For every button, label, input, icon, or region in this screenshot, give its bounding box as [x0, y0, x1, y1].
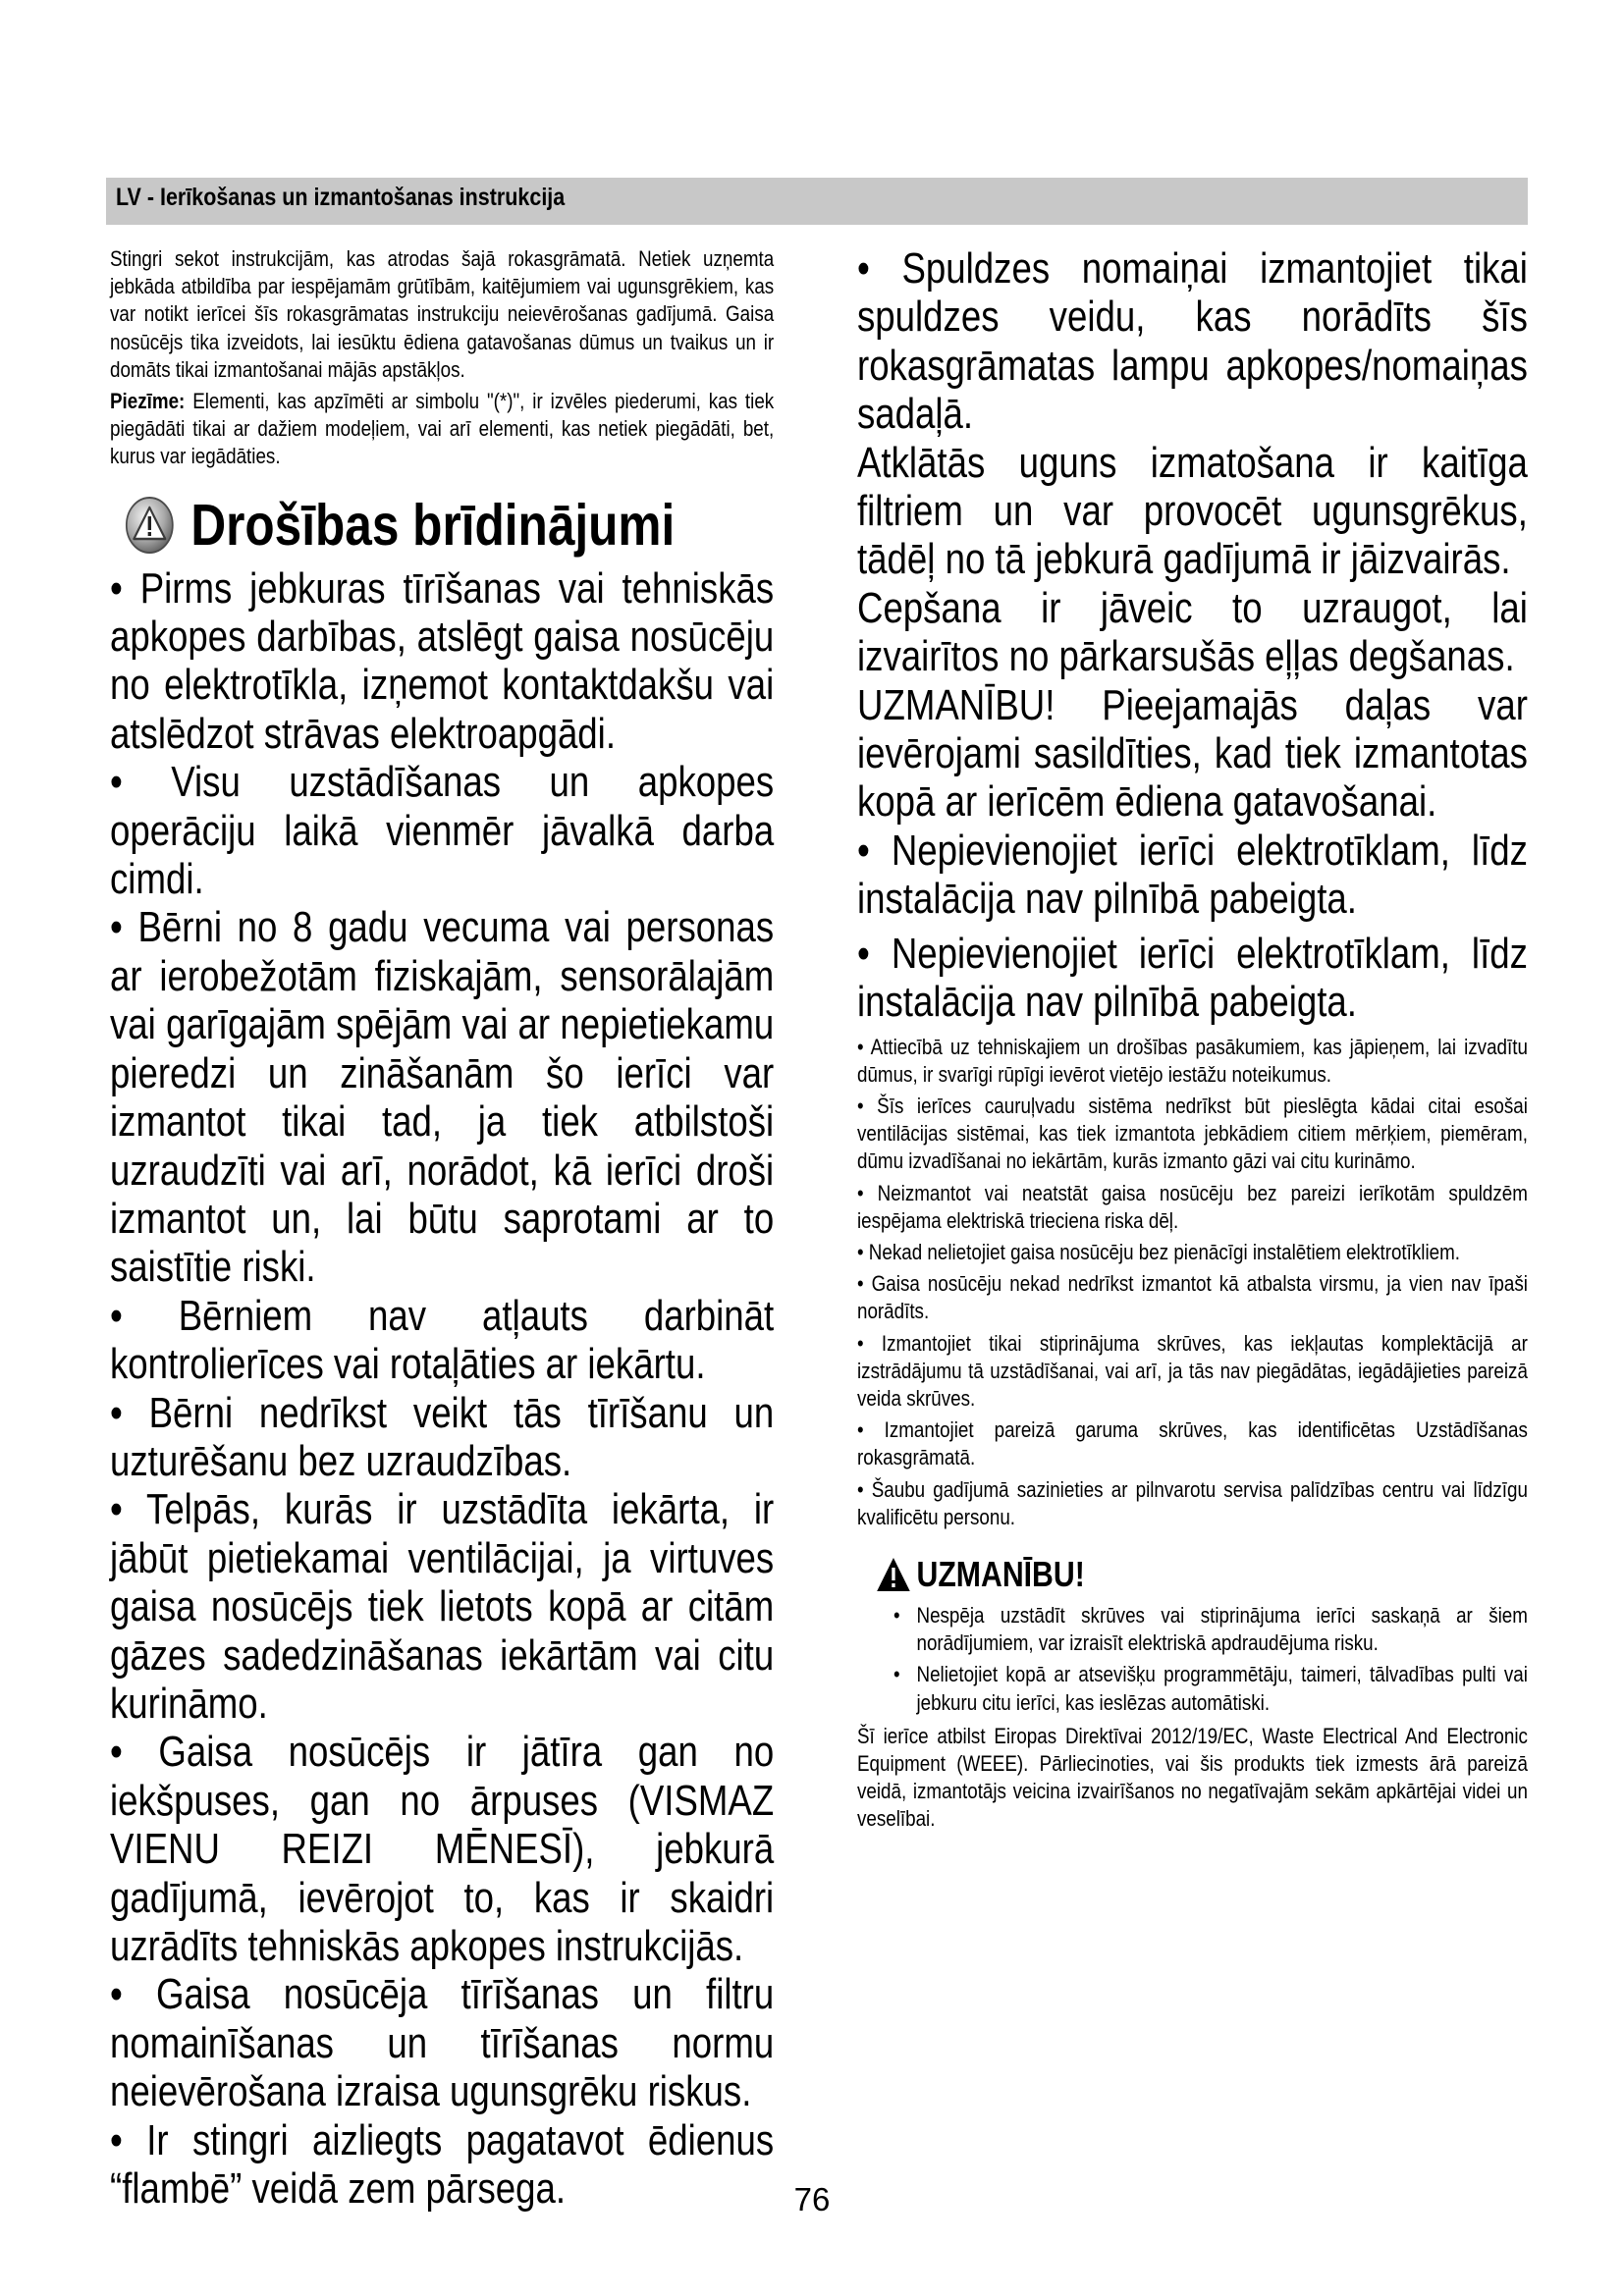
caution-title: UZMANĪBU!: [916, 1553, 1085, 1594]
note-text: Elementi, kas apzīmēti ar simbolu "(*)", ir izvēles piederumi, kas tiek piegādāti tikai ar dažiem modeļiem, vai arī elementi, kas netiek piegādāti, bet, kurus var iegādāties.: [110, 389, 775, 469]
safety-item: • Spuldzes nomaiņai izmantojiet tikai spuldzes veidu, kas norādīts šīs rokasgrāmatas lampu apkopes/nomaiņas sadaļā.: [857, 245, 1528, 439]
safety-title: Drošības brīdinājumi: [190, 492, 676, 558]
caution-bullet: •: [893, 1662, 900, 1687]
safety-item: • Nepievienojiet ierīci elektrotīklam, līdz instalācija nav pilnībā pabeigta.: [857, 827, 1528, 924]
note-label: Piezīme:: [110, 389, 186, 414]
safety-item: Cepšana ir jāveic to uzraugot, lai izvairītos no pārkarsušās eļļas degšanas.: [857, 584, 1528, 681]
caution-item: [893, 1661, 1528, 1716]
page-number: 76: [793, 2181, 831, 2217]
section-header-title: LV - Ierīkošanas un izmantošanas instrukcija: [116, 184, 566, 211]
safety-item: • Bērni nedrīkst veikt tās tīrīšanu un uzturēšanu bez uzraudzības.: [110, 1389, 775, 1485]
note-paragraph: [110, 388, 774, 471]
safety-item: • Nepievienojiet ierīci elektrotīklam, līdz instalācija nav pilnībā pabeigta.: [857, 930, 1528, 1027]
safety-small-item: • Nekad nelietojiet gaisa nosūcēju bez pienācīgi instalētiem elektrotīkliem.: [857, 1239, 1461, 1264]
safety-item: • Visu uzstādīšanas un apkopes operāciju laikā vienmēr jāvalkā darba cimdi.: [110, 759, 775, 904]
safety-item: • Gaisa nosūcēja tīrīšanas un filtru nomainīšanas un tīrīšanas normu neievērošana izraisa ugunsgrēku riskus.: [110, 1971, 775, 2116]
intro-paragraph: Stingri sekot instrukcijām, kas atrodas šajā rokasgrāmatā. Netiek uzņemta jebkāda atbildība par iespējamām grūtībām, kaitējumiem vai ugunsgrēkiem, kas var notikt ierīcei šīs rokasgrāmatas instrukciju neievērošanas gadījumā. Gaisa nosūcējs tika izveidots, lai iesūktu ēdiena gatavošanas dūmus un tvaikus un ir domāts tikai izmantošanai mājās apstākļos.: [110, 246, 775, 382]
left-column: [110, 245, 774, 2214]
safety-item: • Bērni no 8 gadu vecuma vai personas ar ierobežotām fiziskajām, sensorālajām vai garīgajām spējām vai ar nepietiekamu pieredzi un zināšanām šo ierīci var izmantot tikai tad, ja tiek atbilstoši uzraudzīti vai arī, norādot, kā ierīci droši izmantot un, lai būtu saprotami ar to saistītie riski.: [110, 904, 775, 1292]
caution-item-text: Nespēja uzstādīt skrūves vai stiprinājuma ierīci saskaņā ar šiem norādījumiem, var izraisīt elektriskā apdraudējuma risku.: [916, 1602, 1528, 1656]
safety-small-item: • Neizmantot vai neatstāt gaisa nosūcēju bez pareizi ierīkotām spuldzēm iespējama elektriskā trieciena riska dēļ.: [857, 1180, 1528, 1233]
caution-bullet: •: [893, 1602, 900, 1628]
safety-item: UZMANĪBU! Pieejamajās daļas var ievērojami sasildīties, kad tiek izmantotas kopā ar ierīcēm ēdiena gatavošanai.: [857, 681, 1528, 827]
safety-item: • Gaisa nosūcējs ir jātīra gan no iekšpuses, gan no ārpuses (VISMAZ VIENU REIZI MĒNESĪ), jebkurā gadījumā, ievērojot to, kas ir skaidri uzrādīts tehniskās apkopes instrukcijās.: [110, 1729, 775, 1970]
safety-item: • Pirms jebkuras tīrīšanas vai tehniskās apkopes darbības, atslēgt gaisa nosūcēju no elektrotīkla, izņemot kontaktdakšu vai atslēdzot strāvas elektroapgādi.: [110, 564, 775, 758]
safety-item: • Ir stingri aizliegts pagatavot ēdienus “flambē” veidā zem pārsega.: [110, 2116, 775, 2214]
safety-item: Atklātās uguns izmatošana ir kaitīga filtriem un var provocēt ugunsgrēkus, tādēļ no tā jebkurā gadījumā ir jāizvairās.: [857, 439, 1528, 584]
safety-item: • Bērniem nav atļauts darbināt kontrolierīces vai rotaļāties ar iekārtu.: [110, 1292, 775, 1389]
section-header-bar: [106, 178, 1528, 225]
caution-heading: [875, 1553, 1527, 1596]
safety-small-item: • Šaubu gadījumā sazinieties ar pilnvarotu servisa palīdzības centru vai līdzīgu kvalificētu personu.: [857, 1476, 1528, 1529]
safety-item: • Telpās, kurās ir uzstādīta iekārta, ir jābūt pietiekamai ventilācijai, ja virtuves gaisa nosūcējs tiek lietots kopā ar citām gāzes sadedzināšanas iekārtām vai citu kurināmo.: [110, 1486, 775, 1728]
warning-circle-icon: [125, 496, 174, 555]
weee-paragraph: Šī ierīce atbilst Eiropas Direktīvai 2012/19/EC, Waste Electrical And Electronic Equipment (WEEE). Pārliecinoties, vai šis produkts tiek izmests ārā pareizā veidā, izmantotājs veicina izvairīšanos no negatīvajām sekām apkārtējai videi un veselībai.: [857, 1723, 1528, 1832]
warning-triangle-icon: [875, 1556, 911, 1593]
safety-small-item: • Izmantojiet pareizā garuma skrūves, kas identificētas Uzstādīšanas rokasgrāmatā.: [857, 1417, 1528, 1470]
caution-item-text: Nelietojiet kopā ar atsevišķu programmētāju, taimeri, tālvadības pulti vai jebkuru citu ierīci, kas ieslēzas automātiski.: [916, 1662, 1528, 1715]
safety-small-item: • Šīs ierīces cauruļvadu sistēma nedrīkst būt pieslēgta kādai citai esošai ventilācijas sistēmai, kas tiek izmantota jebkādiem citiem mērķiem, piemēram, dūmu izvadīšanai no iekārtām, kurās izmanto gāzi vai citu kurināmo.: [857, 1093, 1528, 1174]
safety-small-item: • Attiecībā uz tehniskajiem un drošības pasākumiem, kas jāpieņem, lai izvadītu dūmus, ir svarīgi rūpīgi ievērot vietējo iestāžu noteikumus.: [857, 1034, 1528, 1087]
safety-heading: [110, 489, 774, 561]
caution-list: [857, 1602, 1528, 1717]
caution-item: [893, 1602, 1528, 1657]
safety-small-item: • Gaisa nosūcēju nekad nedrīkst izmantot kā atbalsta virsmu, ja vien nav īpaši norādīts.: [857, 1271, 1528, 1324]
safety-small-item: • Izmantojiet tikai stiprinājuma skrūves, kas iekļautas komplektācijā ar izstrādājumu tā uzstādīšanai, vai arī, ja tās nav piegādātas, iegādājieties pareizā veida skrūves.: [857, 1330, 1528, 1411]
right-column: [857, 245, 1528, 1834]
